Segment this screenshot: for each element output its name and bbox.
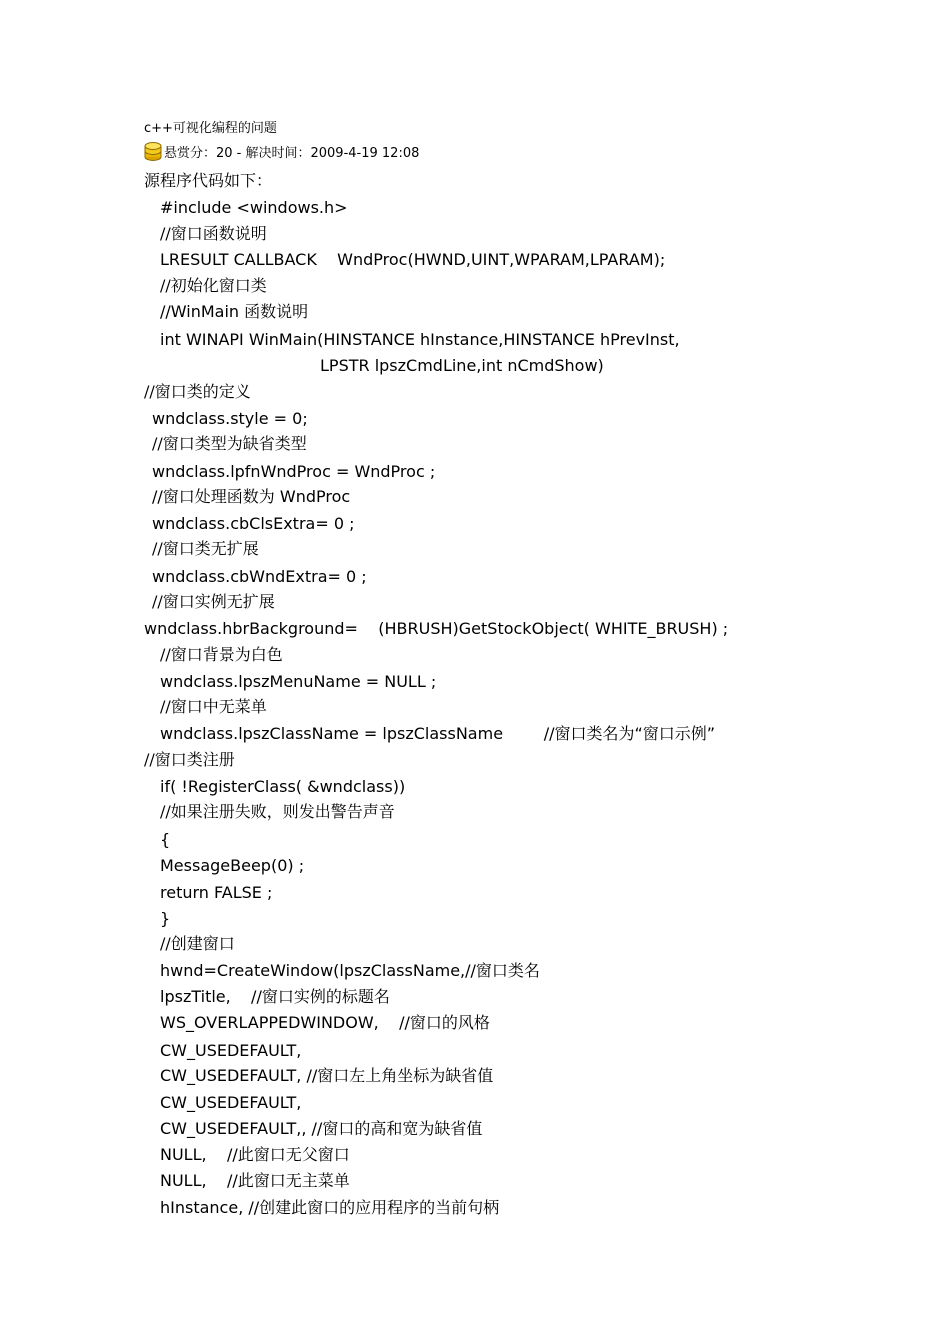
code-line: wndclass.lpszClassName = lpszClassName //窗口类名为“窗口示例” xyxy=(160,724,716,743)
code-comment: //窗口函数说明 xyxy=(160,224,267,243)
code-comment: //窗口类无扩展 xyxy=(152,539,259,558)
code-line: wndclass.lpszMenuName = NULL ; xyxy=(160,672,437,691)
code-line: CW_USEDEFAULT, //窗口左上角坐标为缺省值 xyxy=(160,1066,494,1085)
code-line: wndclass.lpfnWndProc = WndProc ; xyxy=(152,462,436,481)
code-line: wndclass.hbrBackground= (HBRUSH)GetStockObject( WHITE_BRUSH) ; xyxy=(144,619,729,638)
code-line: wndclass.cbWndExtra= 0 ; xyxy=(152,567,367,586)
code-line: CW_USEDEFAULT,, //窗口的高和宽为缺省值 xyxy=(160,1119,483,1138)
bounty-meta xyxy=(144,140,419,162)
code-line: LRESULT CALLBACK WndProc(HWND,UINT,WPARAM,LPARAM); xyxy=(160,250,666,269)
code-line: #include <windows.h> xyxy=(160,198,348,217)
code-comment: //窗口中无菜单 xyxy=(160,697,267,716)
code-comment: //窗口类的定义 xyxy=(144,382,251,401)
code-comment: //窗口背景为白色 xyxy=(160,645,283,664)
code-comment: //初始化窗口类 xyxy=(160,276,267,295)
intro-text: 源程序代码如下： xyxy=(144,171,273,190)
code-line: WS_OVERLAPPEDWINDOW, //窗口的风格 xyxy=(160,1013,490,1032)
code-line: int WINAPI WinMain(HINSTANCE hInstance,HINSTANCE hPrevInst, xyxy=(160,330,680,349)
coin-stack-icon xyxy=(144,142,162,162)
code-line: { xyxy=(160,830,171,849)
code-line: wndclass.cbClsExtra= 0 ; xyxy=(152,514,355,533)
code-comment: //窗口类型为缺省类型 xyxy=(152,434,307,453)
code-comment: //窗口实例无扩展 xyxy=(152,592,275,611)
code-line: NULL, //此窗口无父窗口 xyxy=(160,1145,350,1164)
code-line: CW_USEDEFAULT, xyxy=(160,1093,302,1112)
code-line: CW_USEDEFAULT, xyxy=(160,1041,302,1060)
bounty-text: 悬赏分：20 - 解决时间：2009-4-19 12:08 xyxy=(164,146,420,161)
question-title: c++可视化编程的问题 xyxy=(144,121,277,136)
code-line: hInstance, //创建此窗口的应用程序的当前句柄 xyxy=(160,1198,500,1217)
code-line: LPSTR lpszCmdLine,int nCmdShow) xyxy=(320,356,604,375)
code-line: return FALSE ; xyxy=(160,883,273,902)
code-comment: //WinMain 函数说明 xyxy=(160,302,309,321)
code-line: MessageBeep(0) ; xyxy=(160,856,305,875)
code-line: hwnd=CreateWindow(lpszClassName,//窗口类名 xyxy=(160,961,540,980)
code-line: wndclass.style = 0; xyxy=(152,409,308,428)
code-line: NULL, //此窗口无主菜单 xyxy=(160,1171,350,1190)
code-line: } xyxy=(160,909,171,928)
code-comment: //窗口类注册 xyxy=(144,750,235,769)
code-comment: //如果注册失败，则发出警告声音 xyxy=(160,802,395,821)
code-line: lpszTitle, //窗口实例的标题名 xyxy=(160,987,390,1006)
code-comment: //窗口处理函数为 WndProc xyxy=(152,487,351,506)
code-line: if( !RegisterClass( &wndclass)) xyxy=(160,777,406,796)
code-comment: //创建窗口 xyxy=(160,934,235,953)
